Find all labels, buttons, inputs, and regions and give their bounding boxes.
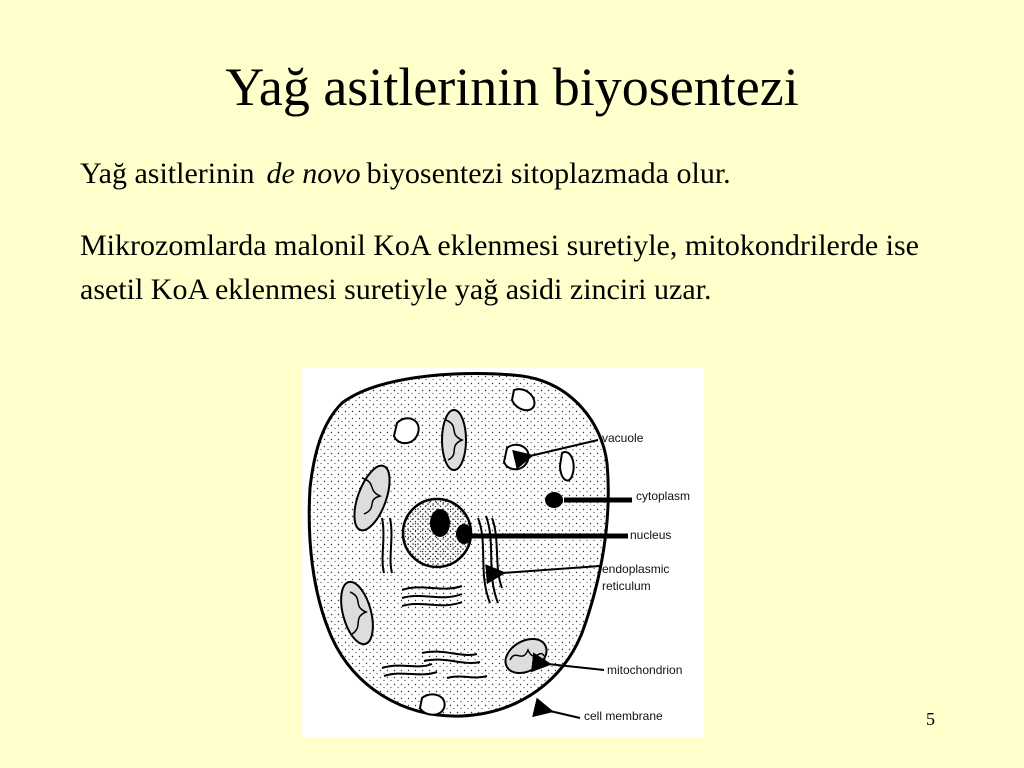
label-cytoplasm: cytoplasm — [636, 489, 691, 503]
p1-text-end: biyosentezi sitoplazmada olur. — [366, 157, 731, 190]
nucleus-dot — [456, 524, 472, 544]
label-endoplasmic: endoplasmic — [602, 562, 670, 576]
p1-italic-term: de novo — [266, 157, 361, 190]
cell-diagram — [302, 368, 704, 738]
label-nucleus: nucleus — [630, 528, 672, 542]
vacuole-shape — [560, 452, 574, 481]
label-mitochondrion: mitochondrion — [607, 663, 683, 677]
slide-title: Yağ asitlerinin biyosentezi — [225, 57, 799, 117]
paragraph-cytoplasm-synthesis — [80, 152, 980, 196]
cytoplasm-dot — [545, 492, 563, 508]
label-vacuole: vacuole — [602, 431, 644, 445]
label-cell-membrane: cell membrane — [584, 709, 663, 723]
cell-membrane-arrow — [550, 711, 580, 718]
vacuole-shape — [504, 445, 529, 469]
mitochondrion-top — [442, 410, 466, 470]
page-number: 5 — [926, 709, 935, 729]
vacuole-shape — [420, 694, 445, 714]
p1-text-start: Yağ asitlerinin — [80, 157, 255, 190]
cell-diagram-svg — [302, 368, 704, 738]
vacuole-shape — [394, 418, 419, 443]
nucleolus-shape — [430, 509, 450, 537]
paragraph-chain-elongation: Mikrozomlarda malonil KoA eklenmesi suretiyle, mitokondrilerde ise asetil KoA eklenmesi suretiyle yağ asidi zinciri uzar. — [80, 229, 919, 306]
label-reticulum: reticulum — [602, 579, 651, 593]
